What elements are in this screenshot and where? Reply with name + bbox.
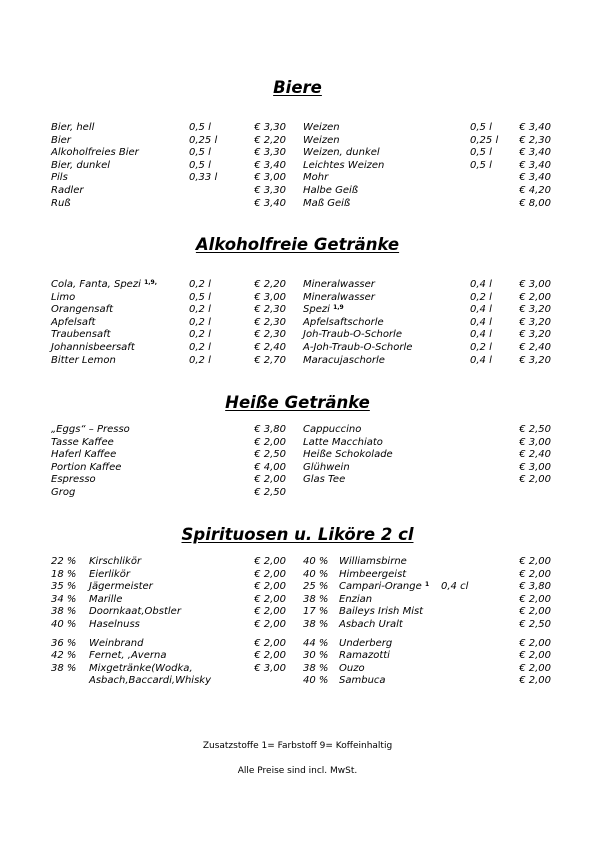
item-percent: 42 % [51,650,77,662]
item-name: Limo [51,291,76,303]
item-name: Traubensaft [51,329,111,341]
menu-item-row [51,185,286,198]
item-price: € 2,00 [519,637,551,649]
additives-note: Zusatzstoffe 1= Farbstoff 9= Koffeinhaltig [202,741,393,751]
item-name: Mixgetränke(Wodka, [89,662,193,674]
menu-item-row [51,329,286,342]
item-price: € 3,80 [254,424,286,435]
menu-item-row [51,304,286,317]
item-price: € 2,50 [519,424,551,435]
item-name: Orangensaft [51,304,114,316]
item-name: Bier, hell [51,122,95,133]
item-name: Spezi $^{1,9}$ [303,304,344,316]
menu-item-row [303,135,551,148]
item-percent: 40 % [303,568,329,580]
menu-item-row [303,556,551,569]
menu-item-row [303,619,551,632]
item-volume: 0,4 l [470,329,492,341]
menu-item-row [51,594,286,607]
item-name: Johannisbeersaft [51,341,135,353]
item-percent: 40 % [303,675,329,687]
menu-item-row [303,474,551,487]
menu-item-row [51,135,286,148]
item-name: Campari-Orange $^1$ [339,581,430,593]
item-percent: 17 % [303,606,329,618]
item-price: € 2,40 [519,341,551,353]
menu-item-row [51,424,286,437]
item-name: Bier [51,134,71,146]
item-name: Portion Kaffee [51,461,122,473]
additive-footnote-marker: 1,9 [333,304,344,312]
item-volume: 0,5 l [189,147,211,159]
item-name: Himbeergeist [339,568,407,580]
item-price: € 3,40 [519,159,551,171]
item-percent: 30 % [303,650,329,662]
menu-item-row [51,317,286,330]
item-price: € 2,70 [254,354,286,366]
heading-biere: Biere [273,78,322,97]
item-price: € 3,00 [519,436,551,448]
menu-item-row [51,619,286,632]
menu-item-row [303,329,551,342]
item-name: Maß Geiß [303,197,351,209]
menu-item-row [303,638,551,651]
menu-item-row [51,556,286,569]
item-volume: 0,4 l [470,354,492,366]
item-price: € 2,00 [254,650,286,662]
menu-item-row [303,279,551,292]
item-volume: 0,4 l [470,279,492,290]
item-name: Ouzo [339,662,365,674]
item-volume: 0,5 l [189,122,211,133]
item-percent: 34 % [51,593,77,605]
item-name: Haferl Kaffee [51,449,117,461]
alkoholfrei-right-list [303,279,551,367]
item-price: € 3,40 [519,147,551,159]
menu-item-row [51,147,286,160]
item-name: Marille [89,593,123,605]
item-price: € 2,00 [254,606,286,618]
menu-item-row [303,462,551,475]
item-percent: 38 % [303,618,329,630]
item-volume: 0,4 cl [441,581,469,593]
item-price: € 4,20 [519,184,551,196]
menu-item-row [51,462,286,475]
item-price: € 3,30 [254,184,286,196]
additive-footnote-marker: 1 [424,581,430,589]
item-name: Tasse Kaffee [51,436,114,448]
menu-item-row [303,606,551,619]
heading-spirituosen: Spirituosen u. Liköre 2 cl [181,525,414,544]
item-name: A-Joh-Traub-O-Schorle [303,341,413,353]
menu-item-row [303,569,551,582]
item-volume: 0,5 l [470,159,492,171]
menu-item-row [51,638,286,651]
item-name: Doornkaat,Obstler [89,606,181,618]
menu-item-row [51,437,286,450]
item-price: € 2,50 [519,618,551,630]
heiss-left-list [51,424,286,500]
item-volume: 0,4 l [470,304,492,316]
menu-item-row [303,594,551,607]
item-percent: 40 % [303,556,329,567]
menu-item-row [303,675,551,688]
item-price: € 2,30 [254,316,286,328]
item-price: € 3,40 [254,197,286,209]
item-percent: 40 % [51,618,77,630]
item-name: Espresso [51,474,96,486]
menu-item-row [51,355,286,368]
menu-item-row [51,449,286,462]
menu-item-row [51,675,286,688]
menu-item-row [303,650,551,663]
menu-item-row [51,279,286,292]
menu-item-row [303,185,551,198]
item-name: Bitter Lemon [51,354,116,366]
item-name: Mineralwasser [303,291,375,303]
item-price: € 3,00 [254,291,286,303]
item-volume: 0,5 l [189,159,211,171]
item-volume: 0,2 l [189,341,211,353]
item-price: € 2,00 [519,568,551,580]
item-price: € 2,20 [254,279,286,290]
item-name: Asbach,Baccardi,Whisky [89,675,211,687]
menu-item-row [303,160,551,173]
menu-item-row [51,606,286,619]
item-price: € 2,40 [254,341,286,353]
item-price: € 2,20 [254,134,286,146]
menu-item-row [51,581,286,594]
item-name: Underberg [339,637,393,649]
item-price: € 2,00 [519,675,551,687]
menu-item-row [303,355,551,368]
item-name: Baileys Irish Mist [339,606,424,618]
item-volume: 0,2 l [189,304,211,316]
item-name: Radler [51,184,84,196]
item-volume: 0,25 l [189,134,218,146]
menu-item-row [51,342,286,355]
item-percent: 22 % [51,556,77,567]
item-price: € 2,00 [254,593,286,605]
item-price: € 2,00 [519,650,551,662]
item-name: Haselnuss [89,618,140,630]
heiss-right-list [303,424,551,487]
item-volume: 0,2 l [189,354,211,366]
item-name: Mohr [303,172,329,184]
item-volume: 0,2 l [189,316,211,328]
item-name: Jägermeister [89,581,153,593]
item-percent: 38 % [303,593,329,605]
item-volume: 0,4 l [470,316,492,328]
item-name: Bier, dunkel [51,159,111,171]
item-name: Latte Macchiato [303,436,383,448]
item-price: € 2,00 [519,662,551,674]
item-name: Pils [51,172,68,184]
item-price: € 2,00 [519,474,551,486]
item-price: € 3,40 [519,172,551,184]
menu-item-row [51,160,286,173]
item-name: Glas Tee [303,474,346,486]
item-name: Apfelsaft [51,316,96,328]
item-price: € 2,00 [254,618,286,630]
item-name: Leichtes Weizen [303,159,385,171]
item-name: Glühwein [303,461,350,473]
menu-item-row [303,437,551,450]
item-name: Weizen [303,122,340,133]
menu-item-row [51,198,286,211]
item-price: € 3,00 [254,662,286,674]
item-volume: 0,33 l [189,172,218,184]
menu-item-row [303,304,551,317]
menu-item-row [51,292,286,305]
item-name: Weizen [303,134,340,146]
item-percent: 38 % [51,662,77,674]
menu-item-row [303,122,551,135]
item-price: € 3,80 [519,581,551,593]
item-volume: 0,2 l [470,291,492,303]
item-volume: 0,2 l [189,329,211,341]
item-price: € 2,00 [254,556,286,567]
item-name: Ruß [51,197,71,209]
item-price: € 3,20 [519,354,551,366]
item-name: Joh-Traub-O-Schorle [303,329,402,341]
menu-item-row [51,122,286,135]
item-name: Kirschlikör [89,556,142,567]
item-name: Mineralwasser [303,279,375,290]
item-price: € 3,20 [519,316,551,328]
item-price: € 3,00 [519,461,551,473]
menu-item-row [303,581,551,594]
item-volume: 0,2 l [470,341,492,353]
item-name: Halbe Geiß [303,184,359,196]
spirituosen-left-list [51,556,286,688]
item-name: Fernet, ‚Averna [89,650,167,662]
item-price: € 3,20 [519,304,551,316]
item-price: € 2,30 [254,304,286,316]
item-price: € 3,30 [254,147,286,159]
item-percent: 18 % [51,568,77,580]
item-price: € 2,00 [519,593,551,605]
item-price: € 2,40 [519,449,551,461]
menu-item-row [303,198,551,211]
item-price: € 2,00 [254,474,286,486]
menu-item-row [51,650,286,663]
item-price: € 2,00 [519,606,551,618]
item-name: Maracujaschorle [303,354,385,366]
item-price: € 2,00 [254,637,286,649]
item-percent: 25 % [303,581,329,593]
item-name: Asbach Uralt [339,618,403,630]
item-name: Sambuca [339,675,386,687]
menu-item-row [303,663,551,676]
item-price: € 3,40 [254,159,286,171]
item-price: € 3,20 [519,329,551,341]
item-price: € 2,00 [254,568,286,580]
menu-item-row [303,424,551,437]
item-name: Alkoholfreies Bier [51,147,139,159]
menu-item-row [51,172,286,185]
menu-item-row [303,292,551,305]
item-name: Eierlikör [89,568,130,580]
item-name: Weinbrand [89,637,144,649]
item-price: € 3,30 [254,122,286,133]
item-price: € 8,00 [519,197,551,209]
item-price: € 2,30 [519,134,551,146]
biere-left-list [51,122,286,210]
item-volume: 0,5 l [470,147,492,159]
menu-item-row [303,317,551,330]
item-price: € 2,50 [254,486,286,498]
item-price: € 4,00 [254,461,286,473]
item-price: € 2,30 [254,329,286,341]
item-name: Cappuccino [303,424,362,435]
item-percent: 38 % [51,606,77,618]
item-price: € 3,40 [519,122,551,133]
item-price: € 2,00 [254,436,286,448]
menu-item-row [51,663,286,676]
item-price: € 2,00 [519,291,551,303]
item-name: Grog [51,486,76,498]
item-name: Enzian [339,593,373,605]
item-price: € 3,00 [254,172,286,184]
vat-note: Alle Preise sind incl. MwSt. [237,766,358,776]
menu-item-row [51,487,286,500]
item-name: „Eggs“ – Presso [51,424,130,435]
menu-item-row [51,474,286,487]
menu-item-row [303,172,551,185]
menu-item-row [303,342,551,355]
item-name: Williamsbirne [339,556,407,567]
item-percent: 38 % [303,662,329,674]
spirituosen-right-list [303,556,551,688]
item-percent: 44 % [303,637,329,649]
item-volume: 0,2 l [189,279,211,290]
item-volume: 0,25 l [470,134,499,146]
item-price: € 3,00 [519,279,551,290]
item-volume: 0,5 l [189,291,211,303]
item-price: € 2,00 [519,556,551,567]
item-price: € 2,50 [254,449,286,461]
item-price: € 2,00 [254,581,286,593]
heading-alkoholfrei: Alkoholfreie Getränke [195,235,400,254]
additive-footnote-marker: 1,9, [144,279,157,286]
item-name: Weizen, dunkel [303,147,380,159]
item-percent: 36 % [51,637,77,649]
menu-item-row [51,569,286,582]
menu-item-row [303,147,551,160]
menu-item-row [303,449,551,462]
item-volume: 0,5 l [470,122,492,133]
item-percent: 35 % [51,581,77,593]
item-name: Ramazotti [339,650,390,662]
item-name: Cola, Fanta, Spezi $^{1,9,}$ [51,279,157,290]
heading-heiss: Heiße Getränke [225,393,370,412]
biere-right-list [303,122,551,210]
alkoholfrei-left-list [51,279,286,367]
item-name: Heiße Schokolade [303,449,393,461]
item-name: Apfelsaftschorle [303,316,384,328]
